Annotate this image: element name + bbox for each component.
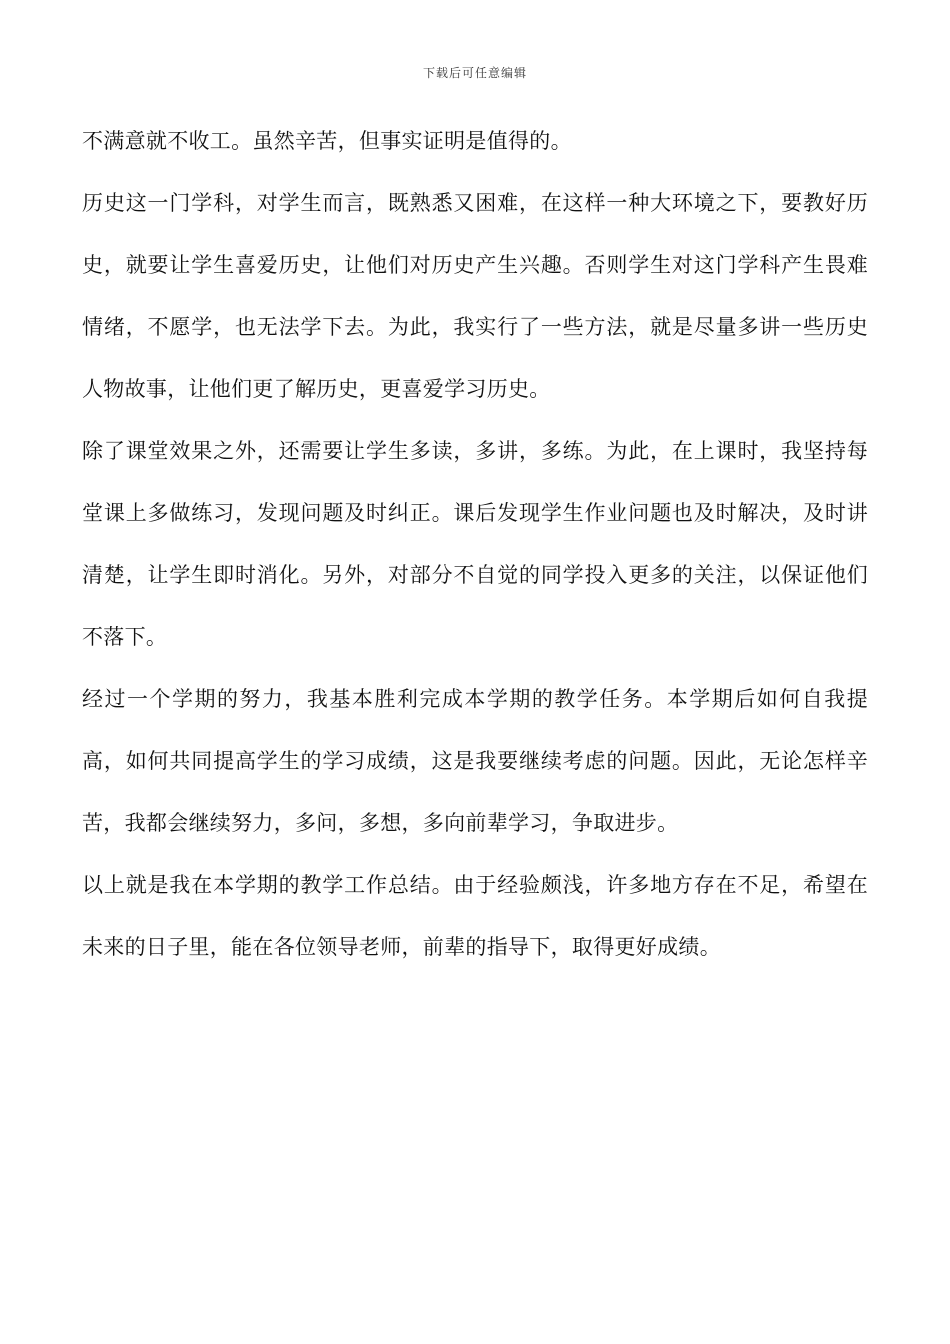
page-header: 下载后可任意编辑 <box>422 66 527 80</box>
paragraph: 除了课堂效果之外，还需要让学生多读，多讲，多练。为此，在上课时，我坚持每堂课上多做练习，发现问题及时纠正。课后发现学生作业问题也及时解决，及时讲清楚，让学生即时消化。另外，对部分不自觉的同学投入更多的关注，以保证他们不落下。 <box>82 439 868 649</box>
paragraph: 以上就是我在本学期的教学工作总结。由于经验颇浅，许多地方存在不足，希望在未来的日子里，能在各位领导老师，前辈的指导下，取得更好成绩。 <box>82 873 868 959</box>
document-body <box>82 118 868 978</box>
paragraph: 经过一个学期的努力，我基本胜利完成本学期的教学任务。本学期后如何自我提高，如何共同提高学生的学习成绩，这是我要继续考虑的问题。因此，无论怎样辛苦，我都会继续努力，多问，多想，多向前辈学习，争取进步。 <box>82 687 868 835</box>
paragraph: 历史这一门学科，对学生而言，既熟悉又困难，在这样一种大环境之下，要教好历史，就要让学生喜爱历史，让他们对历史产生兴趣。否则学生对这门学科产生畏难情绪，不愿学，也无法学下去。为此，我实行了一些方法，就是尽量多讲一些历史人物故事，让他们更了解历史，更喜爱学习历史。 <box>82 191 868 401</box>
paragraph: 不满意就不收工。虽然辛苦，但事实证明是值得的。 <box>82 129 572 153</box>
